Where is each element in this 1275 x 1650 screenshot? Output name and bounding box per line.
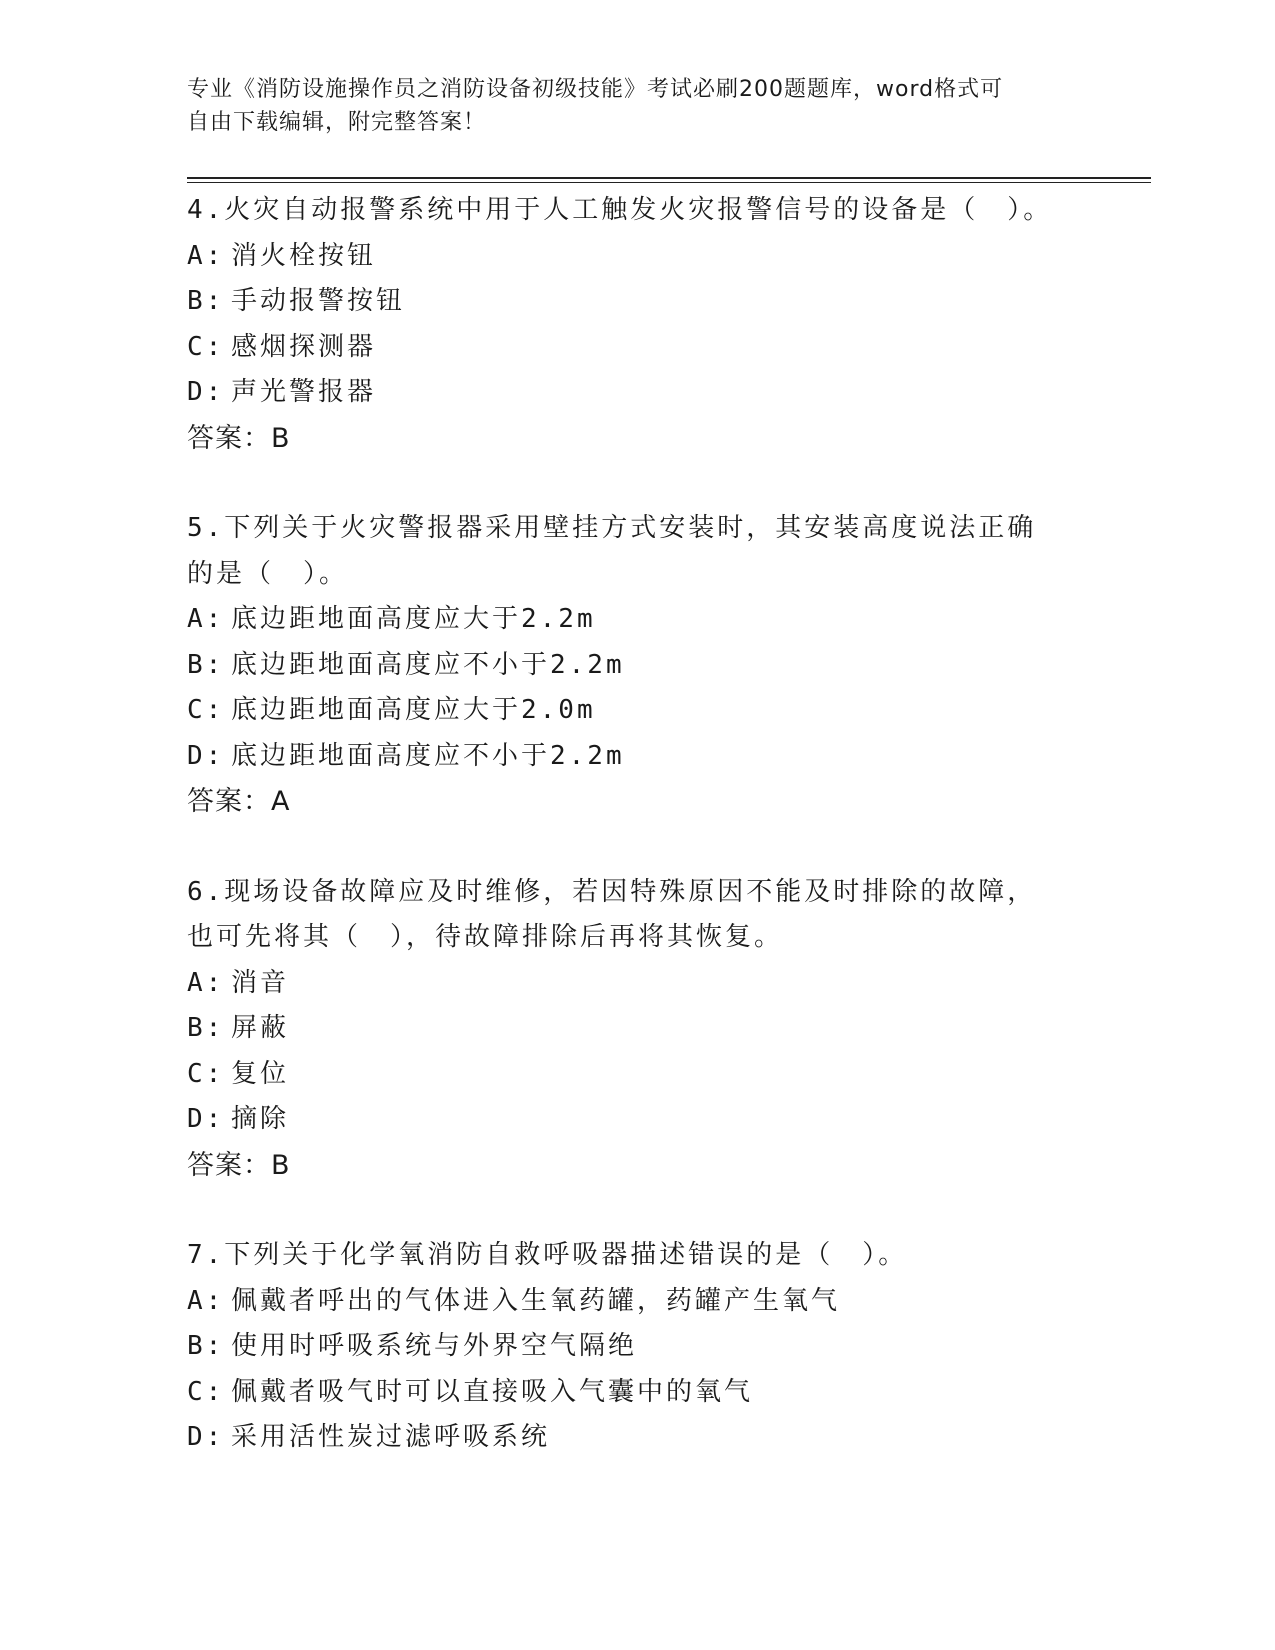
option-key: A: [187, 1285, 225, 1316]
option-text: 底边距地面高度应不小于2.2m [231, 649, 625, 680]
option-text: 声光警报器 [231, 377, 377, 407]
option-key: B: [187, 1013, 225, 1043]
option-a [187, 1279, 1087, 1325]
question-stem: 7.下列关于化学氧消防自救呼吸器描述错误的是（ ）。 [187, 1240, 908, 1270]
option-key: A: [187, 967, 225, 998]
option-a [187, 597, 1087, 643]
option-text: 使用时呼吸系统与外界空气隔绝 [231, 1331, 638, 1361]
option-key: A: [187, 604, 225, 634]
question-5 [187, 506, 1087, 825]
option-d [187, 1415, 1087, 1461]
option-a [187, 234, 1087, 280]
header-line-2: 自由下载编辑，附完整答案！ [187, 110, 487, 135]
option-key: C: [187, 1376, 225, 1407]
option-text: 手动报警按钮 [231, 286, 406, 316]
option-a [187, 961, 1087, 1007]
option-key: B: [187, 649, 225, 680]
option-key: D: [187, 740, 225, 771]
header-line-1: 专业《消防设施操作员之消防设备初级技能》考试必刷200题题库，word格式可 [187, 77, 1004, 102]
question-6 [187, 870, 1087, 1189]
question-stem: 4.火灾自动报警系统中用于人工触发火灾报警信号的设备是（ ）。 [187, 195, 1053, 225]
option-key: B: [187, 1331, 225, 1361]
option-key: D: [187, 1104, 225, 1134]
option-text: 摘除 [231, 1104, 290, 1134]
option-text: 采用活性炭过滤呼吸系统 [231, 1422, 551, 1452]
answer-label: 答案：A [187, 786, 291, 817]
option-text: 底边距地面高度应大于2.2m [231, 604, 596, 634]
option-key: D: [187, 1422, 225, 1452]
answer-label: 答案：B [187, 422, 291, 454]
option-text: 底边距地面高度应不小于2.2m [231, 740, 625, 771]
option-text: 屏蔽 [231, 1013, 290, 1043]
option-key: D: [187, 377, 225, 407]
question-stem: 5.下列关于火灾警报器采用壁挂方式安装时，其安装高度说法正确的是（ ）。 [187, 513, 1037, 589]
option-d [187, 370, 1087, 416]
answer-label: 答案：B [187, 1149, 291, 1181]
option-b [187, 643, 1087, 689]
option-text: 佩戴者呼出的气体进入生氧药罐，药罐产生氧气 [231, 1285, 841, 1316]
option-text: 消音 [231, 967, 290, 998]
header-divider-thin [187, 182, 1151, 183]
question-4 [187, 188, 1087, 461]
option-key: C: [187, 1058, 225, 1089]
option-key: C: [187, 695, 225, 725]
option-b [187, 1006, 1087, 1052]
question-stem: 6.现场设备故障应及时维修，若因特殊原因不能及时排除的故障，也可先将其（ ），待故障排除后再将其恢复。 [187, 876, 1037, 952]
option-b [187, 1324, 1087, 1370]
question-list [187, 188, 1087, 1506]
option-c [187, 1370, 1087, 1416]
option-key: A: [187, 240, 225, 271]
question-7 [187, 1233, 1087, 1461]
header-divider [187, 177, 1151, 179]
option-d [187, 734, 1087, 780]
option-b [187, 279, 1087, 325]
option-key: B: [187, 286, 225, 316]
option-key: C: [187, 331, 225, 362]
document-header [187, 73, 1067, 139]
option-text: 感烟探测器 [231, 331, 377, 362]
option-text: 底边距地面高度应大于2.0m [231, 695, 596, 725]
option-c [187, 688, 1087, 734]
option-text: 消火栓按钮 [231, 240, 377, 271]
option-c [187, 325, 1087, 371]
option-text: 佩戴者吸气时可以直接吸入气囊中的氧气 [231, 1376, 754, 1407]
option-d [187, 1097, 1087, 1143]
option-c [187, 1052, 1087, 1098]
option-text: 复位 [231, 1058, 290, 1089]
